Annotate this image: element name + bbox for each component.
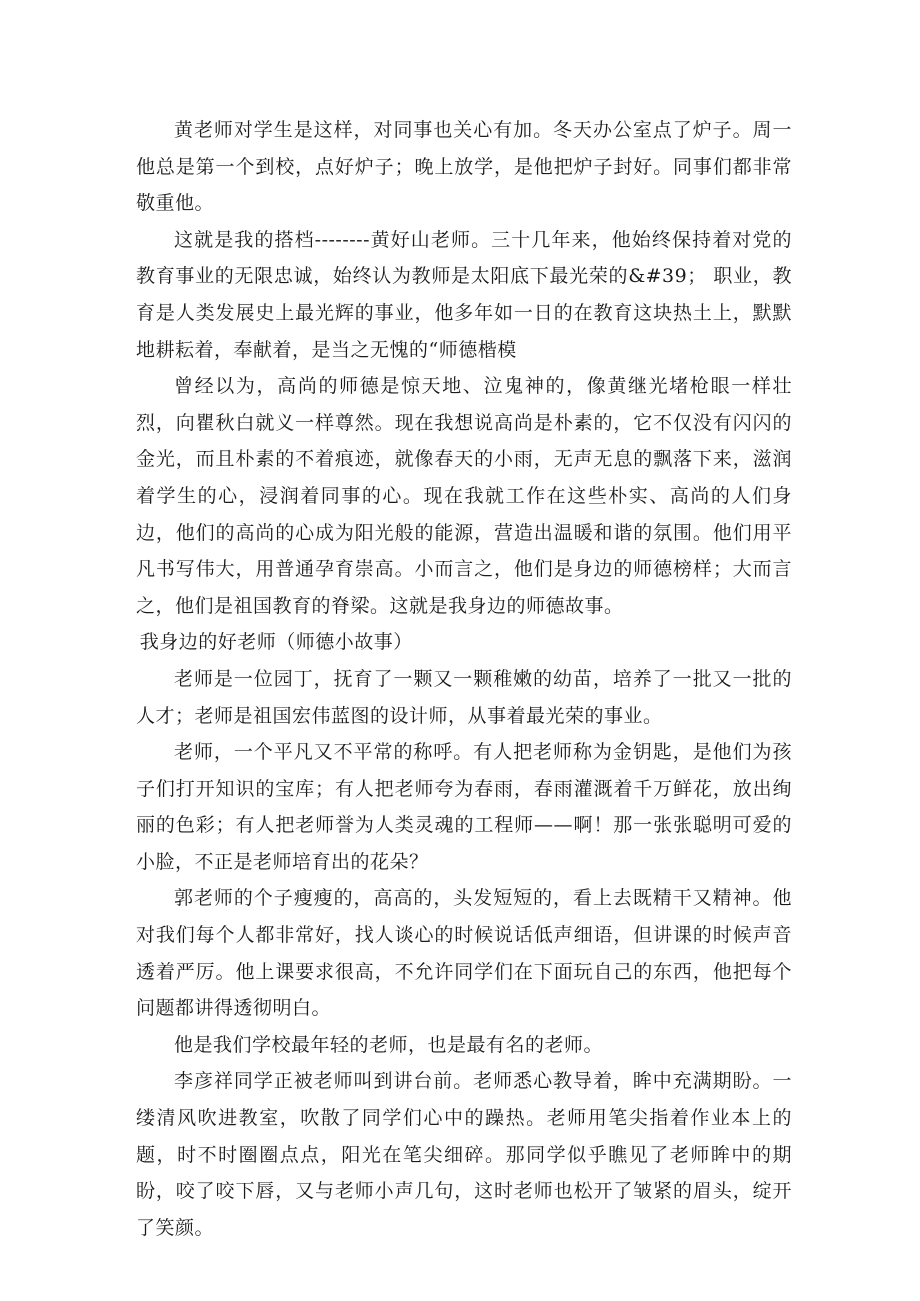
paragraph-li-yanxiang: 李彦祥同学正被老师叫到讲台前。老师悉心教导着，眸中充满期盼。一缕清风吹进教室，吹散了同学们心中的躁热。老师用笔尖指着作业本上的题，时不时圈圈点点，阳光在笔尖细碎。那同学似乎瞧见了老师眸中的期盼，咬了咬下唇，又与老师小声几句，这时老师也松开了皱紧的眉头，绽开了笑颜。: [136, 1070, 792, 1239]
section-heading: 我身边的好老师（师德小故事）: [139, 631, 413, 654]
paragraph-noble-ethics: 曾经以为，高尚的师德是惊天地、泣鬼神的，像黄继光堵枪眼一样壮烈，向瞿秋白就义一样尊然。现在我想说高尚是朴素的，它不仅没有闪闪的金光，而且朴素的不着痕迹，就像春天的小雨，无声无息的飘落下来，滋润着学生的心，浸润着同事的心。现在我就工作在这些朴实、高尚的人们身边，他们的高尚的心成为阳光般的能源，营造出温暖和谐的氛围。他们用平凡书写伟大，用普通孕育崇高。小而言之，他们是身边的师德榜样；大而言之，他们是祖国教育的脊梁。这就是我身边的师德故事。: [136, 375, 792, 617]
paragraph-youngest-teacher: 他是我们学校最年轻的老师，也是最有名的老师。: [174, 1033, 604, 1056]
paragraph-partner-huang: 这就是我的搭档--------黄好山老师。三十几年来，他始终保持着对党的教育事业的无限忠诚，始终认为教师是太阳底下最光荣的&#39； 职业，教育是人类发展史上最光辉的事业，他多年如一日的在教育这块热土上，默默地耕耘着，奉献着，是当之无愧的“师德楷模: [136, 228, 792, 361]
document-body: [136, 112, 792, 1246]
paragraph-teacher-title: 老师，一个平凡又不平常的称呼。有人把老师称为金钥匙，是他们为孩子们打开知识的宝库；有人把老师夸为春雨，春雨灌溉着千万鲜花，放出绚丽的色彩；有人把老师誉为人类灵魂的工程师——啊！那一张张聪明可爱的小脸，不正是老师培育出的花朵？: [136, 741, 792, 873]
paragraph-colleague-care: 黄老师对学生是这样，对同事也关心有加。冬天办公室点了炉子。周一他总是第一个到校，点好炉子；晚上放学，是他把炉子封好。同事们都非常敬重他。: [136, 119, 792, 215]
paragraph-teacher-guo: 郭老师的个子瘦瘦的，高高的，头发短短的，看上去既精干又精神。他对我们每个人都非常好，找人谈心的时候说话低声细语，但讲课的时候声音透着严厉。他上课要求很高，不允许同学们在下面玩自己的东西，他把每个问题都讲得透彻明白。: [136, 887, 792, 1020]
paragraph-teacher-gardener: 老师是一位园丁，抚育了一颗又一颗稚嫩的幼苗，培养了一批又一批的人才；老师是祖国宏伟蓝图的设计师，从事着最光荣的事业。: [136, 667, 792, 727]
